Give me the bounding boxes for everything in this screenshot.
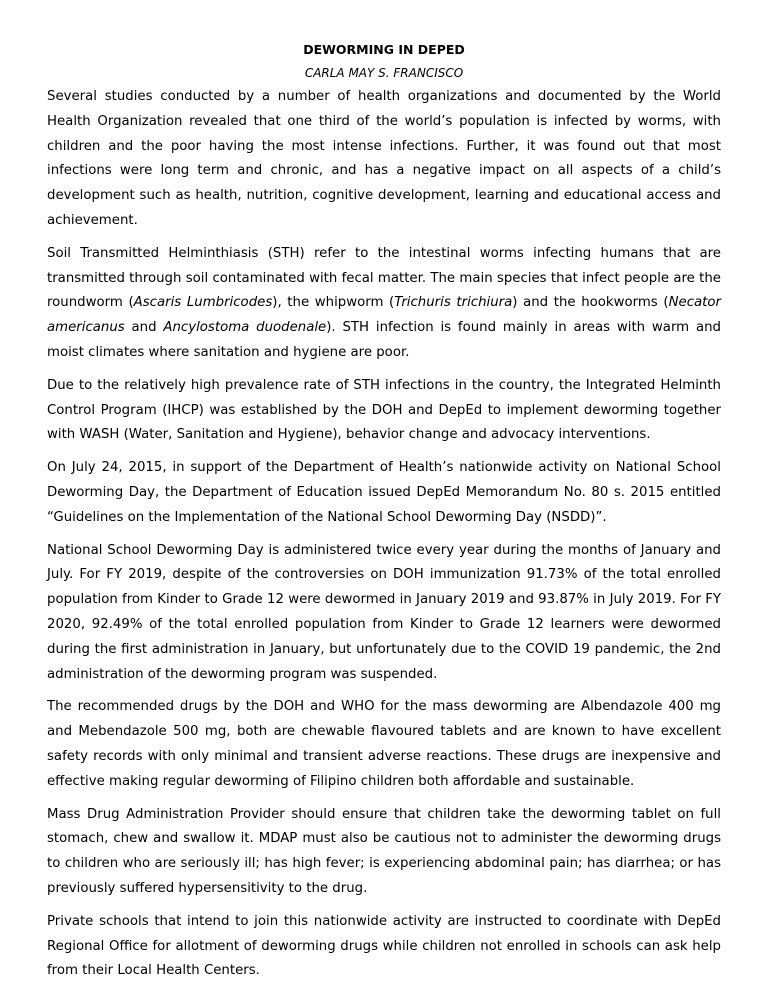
paragraph-text: Soil Transmitted Helminthiasis (STH) refer to the intestinal worms infecting humans that are transmitted through soil contaminated with fecal matter. The main species that infect people are the roundworm ( bbox=[47, 245, 721, 311]
species-name-whipworm: Trichuris trichiura bbox=[394, 295, 513, 311]
paragraph-sth-definition bbox=[47, 242, 721, 366]
paragraph-private-schools: Private schools that intend to join this nationwide activity are instructed to coordinate with DepEd Regional Office for allotment of deworming drugs while children not enrolled in schools can ask help from their Local Health Centers. bbox=[47, 913, 721, 979]
paragraph-nsdd-statistics: National School Deworming Day is administered twice every year during the months of January and July. For FY 2019, despite of the controversies on DOH immunization 91.73% of the total enrolled population from Kinder to Grade 12 were dewormed in January 2019 and 93.87% in July 2019. For FY 2020, 92.49% of the total enrolled population from Kinder to Grade 12 learners were dewormed during the first administration in January, but unfortunately due to the COVID 19 pandemic, the 2nd administration of the deworming program was suspended. bbox=[47, 542, 721, 682]
paragraph-ihcp: Due to the relatively high prevalence rate of STH infections in the country, the Integrated Helminth Control Program (IHCP) was established by the DOH and DepEd to implement deworming together with WASH (Water, Sanitation and Hygiene), behavior change and advocacy interventions. bbox=[47, 377, 721, 443]
species-name-necator: Necator americanus bbox=[47, 295, 721, 336]
species-name-ancylostoma: Ancylostoma duodenale bbox=[163, 320, 327, 336]
document-author: CARLA MAY S. FRANCISCO bbox=[304, 66, 464, 80]
paragraph-text: ), the whipworm ( bbox=[272, 295, 395, 311]
species-name-roundworm: Ascaris Lumbricodes bbox=[133, 295, 273, 311]
paragraph-recommended-drugs: The recommended drugs by the DOH and WHO for the mass deworming are Albendazole 400 mg and Mebendazole 500 mg, both are chewable flavoured tablets and are known to have excellent safety records with only minimal and transient adverse reactions. These drugs are inexpensive and effective making regular deworming of Filipino children both affordable and sustainable. bbox=[47, 699, 721, 789]
paragraph-memorandum: On July 24, 2015, in support of the Department of Health’s nationwide activity on National School Deworming Day, the Department of Education issued DepEd Memorandum No. 80 s. 2015 entitled “Guidelines on the Implementation of the National School Deworming Day (NSDD)”. bbox=[47, 460, 721, 525]
paragraph-text: ) and the hookworms ( bbox=[512, 295, 669, 311]
document-title: DEWORMING IN DEPED bbox=[303, 42, 465, 57]
paragraph-text: ). STH infection is found mainly in areas with warm and moist climates where sanitation and hygiene are poor. bbox=[47, 320, 721, 360]
paragraph-who-studies: Several studies conducted by a number of health organizations and documented by the World Health Organization revealed that one third of the world’s population is infected by worms, with children and the poor having the most intense infections. Further, it was found out that most infections were long term and chronic, and has a negative impact on all aspects of a child’s development such as health, nutrition, cognitive development, learning and educational access and achievement. bbox=[47, 89, 721, 228]
paragraph-text: and bbox=[124, 320, 164, 336]
paragraph-mdap-guidelines: Mass Drug Administration Provider should ensure that children take the deworming tablet on full stomach, chew and swallow it. MDAP must also be cautious not to administer the deworming drugs to children who are seriously ill; has high fever; is experiencing abdominal pain; has diarrhea; or has previously suffered hypersensitivity to the drug. bbox=[47, 806, 721, 896]
